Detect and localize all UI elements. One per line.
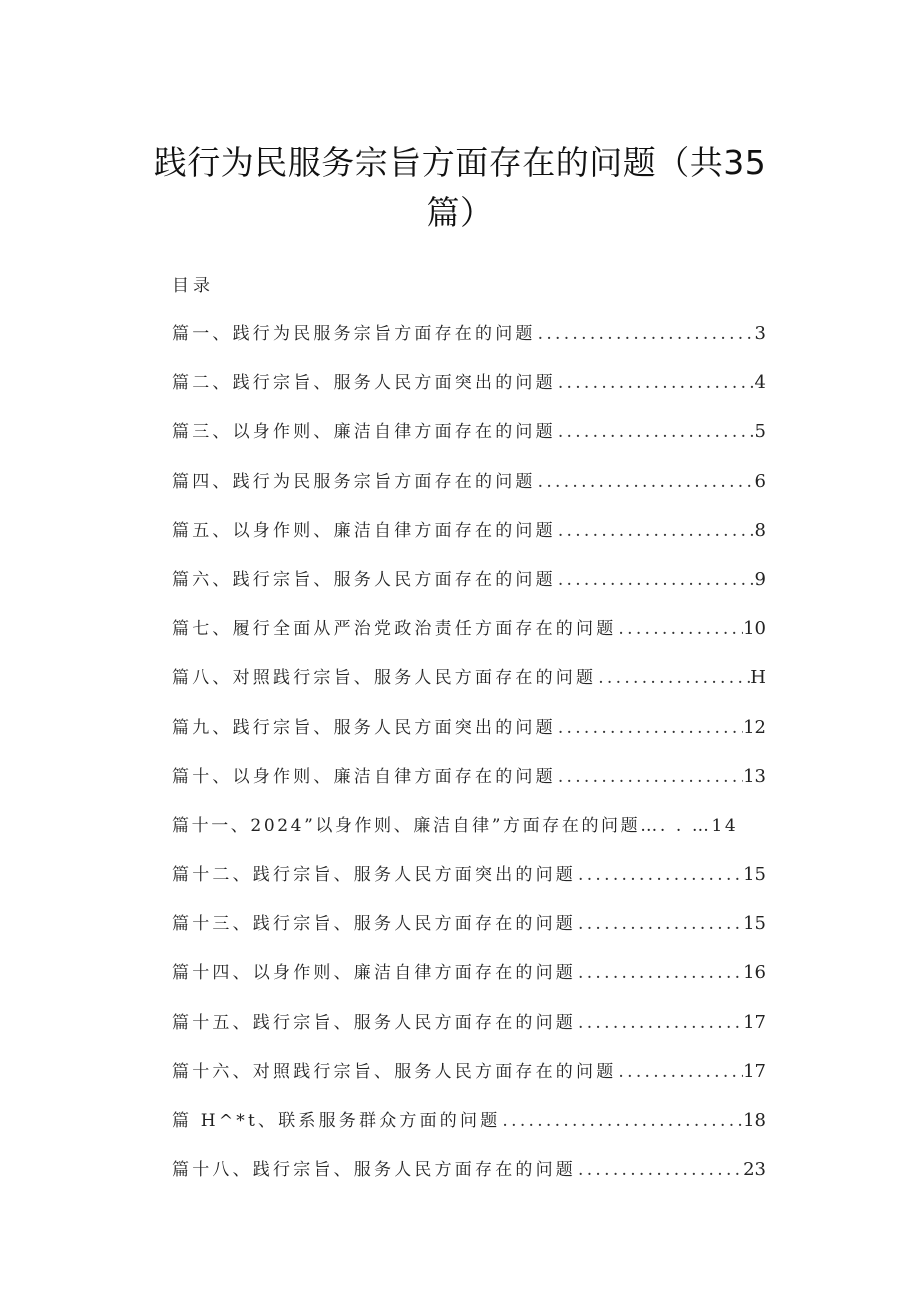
toc-leader-dots bbox=[536, 317, 755, 351]
toc-entry-label: 篇 H^*t、联系服务群众方面的问题 bbox=[172, 1111, 501, 1131]
toc-entry-label: 篇十八、践行宗旨、服务人民方面存在的问题 bbox=[172, 1160, 576, 1181]
toc-leader-dots bbox=[556, 366, 755, 400]
toc-entry-label: 篇十二、践行宗旨、服务人民方面突出的问题 bbox=[172, 865, 576, 886]
toc-page-number: 18 bbox=[743, 1110, 766, 1131]
toc-page-number: 5 bbox=[754, 421, 766, 443]
toc-page-number: 15 bbox=[743, 864, 766, 886]
toc-page-number: 12 bbox=[743, 716, 766, 738]
toc-heading: 目录 bbox=[172, 276, 214, 296]
toc-leader-dots bbox=[576, 1006, 743, 1040]
toc-leader-dots bbox=[556, 760, 743, 794]
toc-entry[interactable] bbox=[172, 514, 766, 563]
toc-entry[interactable] bbox=[172, 415, 766, 464]
toc-entry-label: 篇十五、践行宗旨、服务人民方面存在的问题 bbox=[172, 1012, 576, 1033]
toc-page-number: 15 bbox=[743, 913, 766, 935]
toc-leader-dots bbox=[616, 1055, 743, 1089]
toc-entry[interactable] bbox=[172, 711, 766, 760]
toc-entry[interactable] bbox=[172, 809, 766, 858]
toc-leader-dots bbox=[556, 415, 755, 449]
toc-leader-dots bbox=[556, 711, 743, 745]
toc-page-number: 9 bbox=[754, 568, 766, 590]
toc-page-number: 23 bbox=[743, 1159, 766, 1181]
toc-entry[interactable] bbox=[172, 317, 766, 366]
toc-entry[interactable] bbox=[172, 661, 766, 710]
toc-leader-dots bbox=[556, 563, 755, 597]
toc-page-number: 13 bbox=[743, 765, 766, 787]
toc-entry[interactable] bbox=[172, 612, 766, 661]
toc-page-number: 16 bbox=[743, 962, 766, 984]
toc-page-number: 8 bbox=[754, 519, 766, 541]
toc-page-number: 17 bbox=[743, 1060, 766, 1082]
toc-entry[interactable] bbox=[172, 1006, 766, 1055]
toc-entry-label: 篇一、践行为民服务宗旨方面存在的问题 bbox=[172, 324, 536, 344]
toc-leader-dots bbox=[536, 465, 755, 499]
table-of-contents bbox=[172, 317, 766, 1202]
toc-page-number: 4 bbox=[754, 372, 766, 394]
toc-entry[interactable] bbox=[172, 563, 766, 612]
toc-entry[interactable] bbox=[172, 366, 766, 415]
toc-entry-label: 篇十四、以身作则、廉洁自律方面存在的问题 bbox=[172, 963, 576, 984]
toc-entry[interactable] bbox=[172, 1055, 766, 1104]
toc-entry-label: 篇十六、对照践行宗旨、服务人民方面存在的问题 bbox=[172, 1061, 617, 1082]
toc-leader-dots bbox=[576, 1153, 743, 1187]
toc-leader-dots bbox=[500, 1104, 743, 1138]
toc-leader-dots bbox=[576, 956, 743, 990]
toc-leader-dots bbox=[596, 661, 750, 695]
toc-entry[interactable] bbox=[172, 858, 766, 907]
toc-entry-label: 篇十三、践行宗旨、服务人民方面存在的问题 bbox=[172, 914, 576, 935]
toc-page-number: 17 bbox=[743, 1011, 766, 1033]
toc-entry-label: 篇十一、2024”以身作则、廉洁自律”方面存在的问题…. . …14 bbox=[172, 815, 739, 836]
toc-entry-label: 篇十、以身作则、廉洁自律方面存在的问题 bbox=[172, 766, 556, 787]
toc-entry-label: 篇七、履行全面从严治党政治责任方面存在的问题 bbox=[172, 619, 617, 640]
toc-entry-label: 篇四、践行为民服务宗旨方面存在的问题 bbox=[172, 471, 536, 492]
toc-entry[interactable] bbox=[172, 907, 766, 956]
toc-entry[interactable] bbox=[172, 956, 766, 1005]
toc-entry[interactable] bbox=[172, 760, 766, 809]
toc-entry[interactable] bbox=[172, 1153, 766, 1202]
toc-page-number: 10 bbox=[743, 618, 766, 640]
toc-entry-label: 篇八、对照践行宗旨、服务人民方面存在的问题 bbox=[172, 668, 597, 689]
toc-page-number: 6 bbox=[754, 470, 766, 492]
toc-entry-label: 篇二、践行宗旨、服务人民方面突出的问题 bbox=[172, 373, 556, 394]
toc-page-number: 3 bbox=[754, 323, 766, 344]
toc-entry[interactable] bbox=[172, 1104, 766, 1153]
toc-entry[interactable] bbox=[172, 465, 766, 514]
toc-leader-dots bbox=[576, 907, 743, 941]
toc-page-number: H bbox=[750, 667, 766, 689]
toc-leader-dots bbox=[616, 612, 743, 646]
toc-entry-label: 篇九、践行宗旨、服务人民方面突出的问题 bbox=[172, 717, 556, 738]
toc-entry-label: 篇六、践行宗旨、服务人民方面存在的问题 bbox=[172, 569, 556, 590]
toc-entry-label: 篇五、以身作则、廉洁自律方面存在的问题 bbox=[172, 520, 556, 541]
toc-entry-label: 篇三、以身作则、廉洁自律方面存在的问题 bbox=[172, 422, 556, 443]
toc-leader-dots bbox=[576, 858, 743, 892]
document-title: 践行为民服务宗旨方面存在的问题（共35篇） bbox=[153, 143, 767, 232]
toc-leader-dots bbox=[556, 514, 755, 548]
